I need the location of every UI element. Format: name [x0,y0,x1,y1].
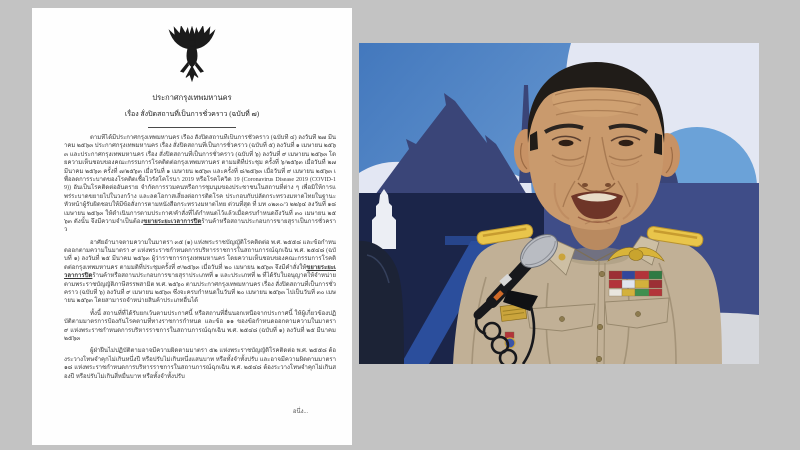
document-title: ประกาศกรุงเทพมหานคร [152,93,232,102]
doc-paragraph: ทั้งนี้ สถานที่ที่ได้รับยกเว้นตามประกาศนี้ หรือสถานที่อื่นนอกเหนือจากประกาศนี้ ให้ผู้เกี่ยวข้องปฏิบัติตามมาตรการป้องกันโรคตามที่ทางราชการกำหนด และข้อ ๑๑ ของข้อกำหนดออกตามความในมาตรา ๙ แห่งพระราชกำหนดการบริหารราชการในสถานการณ์ฉุกเฉิน พ.ศ. ๒๕๔๘ (ฉบับที่ ๑) ลงวันที่ ๒๕ มีนาคม ๒๕๖๓ [64,310,336,342]
document-page [32,8,352,445]
doc-paragraph: ตามที่ได้มีประกาศกรุงเทพมหานคร เรื่อง สั่งปิดสถานที่เป็นการชั่วคราว (ฉบับที่ ๔) ลงวันที่ ๒๗ มีนาคม ๒๕๖๓ ประกาศกรุงเทพมหานคร เรื่อง สั่งปิดสถานที่เป็นการชั่วคราว (ฉบับที่ ๕) ลงวันที่ ๑ เมษายน ๒๕๖๓ และประกาศกรุงเทพมหานคร เรื่อง สั่งปิดสถานที่เป็นการชั่วคราว (ฉบับที่ ๖) ลงวันที่ ๙ เมษายน ๒๕๖๓ โดยความเห็นชอบของคณะกรรมการโรคติดต่อกรุงเทพมหานคร ตามมติที่ประชุม ครั้งที่ ๖/๒๕๖๓ เมื่อวันที่ ๒๗ มีนาคม ๒๕๖๓ ครั้งที่ ๗/๒๕๖๓ เมื่อวันที่ ๑ เมษายน ๒๕๖๓ และครั้งที่ ๘/๒๕๖๓ เมื่อวันที่ ๙ เมษายน ๒๕๖๓ เพื่อลดการระบาดของโรคติดเชื้อไวรัสโคโรนา 2019 หรือโรคโควิด 19 (Coronavirus Disease 2019 (COVID-19)) อันเป็นโรคติดต่ออันตราย จำกัดการรวมคนหรือการชุมนุมของประชาชนในสถานที่ต่าง ๆ เพื่อมิให้การแพร่ระบาดขยายไปในวงกว้าง และลดโอกาสเสี่ยงต่อการติดโรค ประกอบกับปลัดกระทรวงมหาดไทยในฐานะหัวหน้าผู้รับผิดชอบให้มีข้อสั่งการตามหนังสือกระทรวงมหาดไทย ด่วนที่สุด ที่ มท ๐๒๓๐/ว ๒๒๖๔ ลงวันที่ ๑๘ เมษายน ๒๕๖๓ ให้ดำเนินการตามประกาศ/คำสั่งที่ได้กำหนดไว้แล้วเมื่อครบกำหนดถึงวันที่ ๓๐ เมษายน ๒๕๖๓ ดังนั้น จึงมีความจำเป็นต้องขยายระยะเวลาการปิดร้านค้าหรือสถานประกอบการขายสุราเป็นการชั่วคราว [64,135,336,234]
ribbon-bars [609,271,662,296]
press-conference-photo [359,43,759,364]
document-subject: เรื่อง สั่งปิดสถานที่เป็นการชั่วคราว (ฉบับที่ ๗) [124,110,260,118]
doc-paragraph: ผู้ฝ่าฝืนไม่ปฏิบัติตามอาจมีความผิดตามมาตรา ๕๒ แห่งพระราชบัญญัติโรคติดต่อ พ.ศ. ๒๕๕๘ ต้องระวางโทษจำคุกไม่เกินหนึ่งปี หรือปรับไม่เกินหนึ่งแสนบาท หรือทั้งจำทั้งปรับ และอาจมีความผิดตามมาตรา ๑๘ แห่งพระราชกำหนดการบริหารราชการในสถานการณ์ฉุกเฉิน พ.ศ. ๒๕๔๘ ต้องระวางโทษจำคุกไม่เกินสองปี หรือปรับไม่เกินสี่หมื่นบาท หรือทั้งจำทั้งปรับ [64,348,336,380]
doc-paragraph: อาศัยอำนาจตามความในมาตรา ๓๕ (๑) แห่งพระราชบัญญัติโรคติดต่อ พ.ศ. ๒๕๕๘ และข้อกำหนดออกตามความในมาตรา ๙ แห่งพระราชกำหนดการบริหารราชการในสถานการณ์ฉุกเฉิน พ.ศ. ๒๕๔๘ (ฉบับที่ ๑) ลงวันที่ ๒๕ มีนาคม ๒๕๖๓ ผู้ว่าราชการกรุงเทพมหานคร โดยความเห็นชอบของคณะกรรมการโรคติดต่อกรุงเทพมหานคร ตามมติที่ประชุมครั้งที่ ๙/๒๕๖๓ เมื่อวันที่ ๒๐ เมษายน ๒๕๖๓ จึงมีคำสั่งให้ขยายระยะเวลาการปิดร้านค้าหรือสถานประกอบการขายสุราประเภทที่ ๑ และประเภทที่ ๒ ที่ได้รับใบอนุญาตให้จำหน่ายตามพระราชบัญญัติภาษีสรรพสามิต พ.ศ. ๒๕๖๐ ตามประกาศกรุงเทพมหานคร เรื่อง สั่งปิดสถานที่เป็นการชั่วคราว (ฉบับที่ ๖) ลงวันที่ ๙ เมษายน ๒๕๖๓ ซึ่งจะครบกำหนดในวันที่ ๒๐ เมษายน ๒๕๖๓ ไปเป็นวันที่ ๓๐ เมษายน ๒๕๖๓ โดยสามารถจำหน่ายสินค้าประเภทอื่นได้ [64,239,336,305]
garuda-emblem [32,26,352,84]
mouth [571,192,623,223]
collar-insignia-left [559,254,566,261]
doc-body [32,134,352,385]
title-divider [148,127,236,128]
page-continuation-marker: อนึ่ง... [292,409,308,415]
